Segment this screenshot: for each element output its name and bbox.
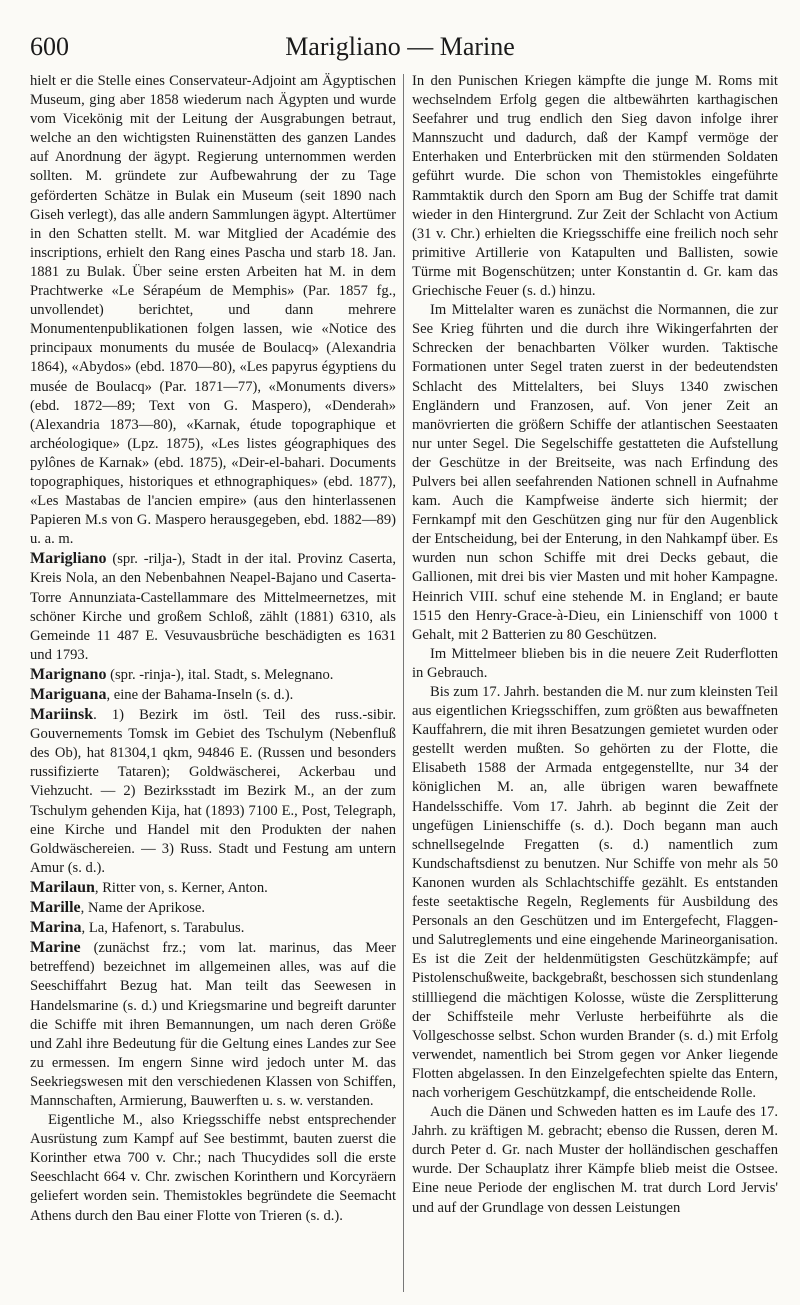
headword: Marigliano <box>30 550 107 568</box>
headword: Marignano <box>30 665 107 683</box>
entry-text: (spr. -rilja-), Stadt in der ital. Provinz Caserta, Kreis Nola, an den Nebenbahnen Neapel-Bajano und Caserta-Torre Annunziata-Castellammare des Mittelmeernetzes, mit schöner Kirche und großem Schloß, zählt (1881) 6310, als Gemeinde 11 487 E. Vesuvausbrüche beschädigten es 1631 und 1793. <box>30 551 396 663</box>
entry-marille <box>30 898 396 918</box>
marine-paragraph: Im Mittelalter waren es zunächst die Normannen, die zur See Krieg führten und die durch ihre Wikingerfahrten der Schrecken der benachbarten Völker wurden. Taktische Formationen unter Segel traten zuerst in der bedeutendsten Schlacht des Mittelalters, bei Sluys 1340 zwischen Engländern und Franzosen, auf. Von jener Zeit an manövrierten die größern Schiffe der atlantischen Seestaaten nur unter Segel. Die Segelschiffe gestatteten die Aufstellung der Geschütze in der Breitseite, was nach Erfindung des Pulvers bei allen seefahrenden Nationen schnell in Aufnahme kam. Auch die Kampfweise änderte sich hiermit; der Fernkampf mit den Geschützen ging nur für den Augenblick der Entscheidung, bei der Enterung, in den Nahkampf über. Es wurden nun schon Schiffe mit drei Decks gebaut, die Gallionen, mit drei bis vier Masten und mit hoher Kampagne. Heinrich VIII. schuf eine stehende M. in England; er baute 1515 den Henry-Grace-à-Dieu, ein Linienschiff von 1000 t Gehalt, mit 2 Batterien zu 80 Geschützen. <box>412 302 778 643</box>
entry-marina <box>30 918 396 938</box>
entry-text: , Ritter von, s. Kerner, Anton. <box>94 879 268 896</box>
column-divider <box>403 74 404 1292</box>
marine-paragraph: Im Mittelmeer blieben bis in die neuere Zeit Ruderflotten in Gebrauch. <box>412 645 778 681</box>
mariette-continuation: hielt er die Stelle eines Conservateur-Adjoint am Ägyptischen Museum, ging aber 1858 wiederum nach Ägypten und wurde vom Vicekönig mit der Leitung der Ausgrabungen betraut, welche an den wichtigsten Ruinenstätten des ganzen Landes auf Anordnung der ägypt. Regierung unternommen werden sollten. M. gründete zur Aufbewahrung der zu Tage geförderten Schätze in Bulak ein Museum (seit 1890 nach Giseh verlegt), das alle andern Sammlungen ägypt. Altertümer in den Schatten stellt. M. war Mitglied der Académie des inscriptions, erhielt den Rang eines Pascha und starb 18. Jan. 1881 zu Bulak. Über seine ersten Arbeiten hat M. in dem Prachtwerke «Le Sérapéum de Memphis» (Par. 1857 fg., unvollendet) berichtet, und dann mehrere Monumentenpublikationen folgen lassen, wie «Notice des principaux monuments du musée de Boulacq» (Alexandria 1864), «Abydos» (ebd. 1870—80), «Les papyrus égyptiens du musée de Boulacq» (Par. 1871—77), «Monuments divers» (ebd. 1872—89; Text von G. Maspero), «Denderah» (Alexandria 1873—80), «Karnak, étude topographique et archéologique» (Lpz. 1875), «Les listes géographiques des pylônes de Karnak» (ebd. 1875), «Deir-el-bahari. Documents topographiques, historiques et ethnographiques» (ebd. 1877), «Les Mastabas de l'ancien empire» (aus den hinterlassenen Papieren M.s von G. Maspero herausgegeben, ebd. 1882—89) u. a. m. <box>30 73 396 548</box>
entry-text: (zunächst frz.; vom lat. marinus, das Meer betreffend) bezeichnet im allgemeinen alles, was auf die Seeschiffahrt Bezug hat. Man teilt das Seewesen in Handelsmarine (s. d.) und Kriegsmarine und begreift darunter die Schiffe mit ihren Bemannungen, um nach deren Größe und Zahl ihre Bedeutung für die Geltung eines Landes zur See zu ermessen. Im engern Sinne wird jedoch unter M. das Seekriegswesen mit den verschiedenen Klassen von Schiffen, Mannschaften, Armierung, Bauwerften u. s. w. verstanden. <box>30 940 396 1109</box>
entry-text: , La, Hafenort, s. Tarabulus. <box>81 920 245 937</box>
marine-paragraph: Bis zum 17. Jahrh. bestanden die M. nur zum kleinsten Teil aus eigentlichen Kriegsschiffen, zum größten aus bewaffneten Kauffahrern, die mit ihren Besatzungen gemietet wurden oder gestellt werden mußten. So gehörten zu der Flotte, die Elisabeth 1588 der Armada entgegenstellte, nur 34 der königlichen M. an, alle übrigen waren bewaffnete Handelsschiffe. Vom 17. Jahrh. ab beginnt die Zeit der ungefügen Linienschiffe (s. d.). Doch begann man auch schnellsegelnde Fregatten (s. d.) namentlich zum Kundschaftsdienst zu benutzen. Nur Schiffe von mehr als 50 Kanonen wurden als Schlachtschiffe gezählt. Es entstanden feste seetaktische Regeln, Reglements für Ausbildung des Personals an den Geschützen und im Entergefecht, Flaggen- und Salutreglements und eine eingehende Marineorganisation. Es ist die Zeit der heldenmütigsten Geschützkämpfe; auf Pistolenschußweite, backgebraßt, beschossen sich stundenlang stillliegend die mächtigen Kolosse, wüste die Zersplitterung der Schiffsteile mehr Verluste herbeiführte als die Vollgeschosse selbst. Schon wurden Brander (s. d.) mit Erfolg verwendet, namentlich bei Strom gegen vor Anker liegende Flotten abgelassen. In den Einzelgefechten spielte das Entern, nach vorherigem Geschützkampf, die entscheidende Rolle. <box>412 684 778 1101</box>
page-header <box>30 28 770 68</box>
headword: Marille <box>30 899 81 917</box>
right-column <box>412 72 778 1292</box>
headword: Mariguana <box>30 686 107 703</box>
entry-marilaun <box>30 878 396 898</box>
entry-marignano <box>30 665 396 685</box>
headword: Marina <box>30 919 82 937</box>
marine-paragraph: Auch die Dänen und Schweden hatten es im Laufe des 17. Jahrh. zu kräftigen M. gebracht; ebenso die Russen, deren M. durch Peter d. Gr. nach Muster der holländischen geschaffen wurde. Der Schauplatz ihrer Kämpfe blieb meist die Ostsee. Eine neue Periode der englischen M. trat durch Lord Jervis' und auf der Grundlage von dessen Leistungen <box>412 1104 778 1216</box>
entry-mariinsk <box>30 705 396 878</box>
headword: Marilaun <box>30 878 95 896</box>
page-number: 600 <box>30 32 69 61</box>
entry-marigliano <box>30 549 396 665</box>
left-column <box>30 72 396 1292</box>
running-title: Marigliano — Marine <box>285 32 515 61</box>
marine-paragraph: In den Punischen Kriegen kämpfte die junge M. Roms mit wechselndem Erfolg gegen die altbewährten karthagischen Seefahrer und trug endlich den Sieg davon infolge ihrer Mannszucht und dadurch, daß der Kampf vermöge der Enterhaken und Enterbrücken mit den stürmenden Soldaten geführt wurde. Die schon von Themistokles eingeführte Rammtaktik durch den Sporn am Bug der Schiffe trat damit wieder in den Hintergrund. Zur Zeit der Schlacht von Actium (31 v. Chr.) erhielten die Kriegsschiffe eine freilich noch sehr primitive Artillerie von Katapulten und Ballisten, sowie Türme mit Bogenschützen; unter Konstantin d. Gr. kam das Griechische Feuer (s. d.) hinzu. <box>412 73 778 300</box>
entry-marine <box>30 938 396 1111</box>
entry-mariguana <box>30 685 396 705</box>
headword: Marine <box>30 939 81 957</box>
marine-paragraph: Eigentliche M., also Kriegsschiffe nebst entsprechender Ausrüstung zum Kampf auf See bestimmt, bauten zuerst die Korinther etwa 700 v. Chr.; nach Thucydides soll die erste Seeschlacht 664 v. Chr. zwischen Korinthern und Korcyräern geliefert worden sein. Themistokles begründete die Seemacht Athens durch den Bau einer Flotte von Trieren (s. d.). <box>30 1112 396 1224</box>
headword: Mariinsk <box>30 706 94 724</box>
entry-text: , Name der Aprikose. <box>80 900 206 917</box>
entry-text: , eine der Bahama-Inseln (s. d.). <box>106 687 294 703</box>
entry-text: (spr. -rinja-), ital. Stadt, s. Melegnano. <box>106 666 334 683</box>
entry-text: . 1) Bezirk im östl. Teil des russ.-sibir. Gouvernements Tomsk im Gebiet des Tschulym (Nebenfluß des Ob), hat 81304,1 qkm, 94846 E. (Russen und besonders russifizierte Tataren); Goldwäscherei, Ackerbau und Viehzucht. — 2) Bezirksstadt im Bezirk M., an der zum Tschulym gehenden Kija, hat (1893) 7100 E., Post, Telegraph, eine Kirche und Handel mit den Produkten der nahen Goldwäschereien. — 3) Russ. Stadt und Festung am untern Amur (s. d.). <box>30 707 396 876</box>
